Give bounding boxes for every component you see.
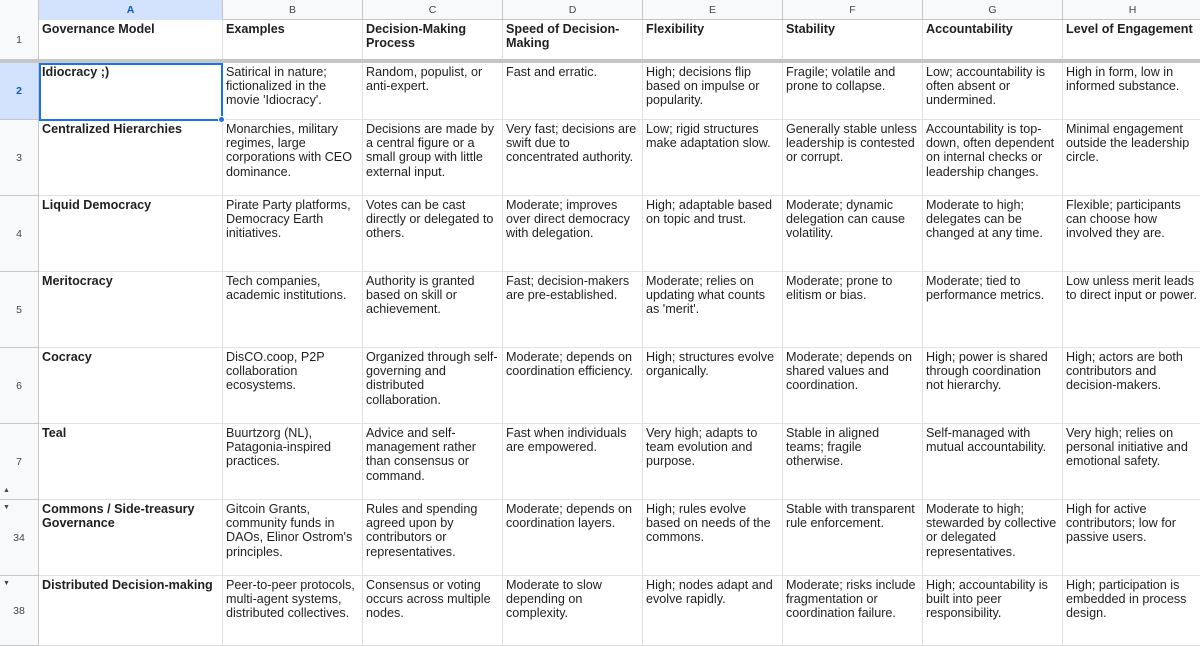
cell-process[interactable]: Advice and self-management rather than consensus or command. (363, 424, 503, 500)
cell-flexibility[interactable]: High; decisions flip based on impulse or popularity. (643, 63, 783, 120)
header-cell-flexibility[interactable]: Flexibility (643, 20, 783, 60)
cell-flexibility[interactable]: High; structures evolve organically. (643, 348, 783, 424)
cell-governance-model[interactable]: Cocracy (39, 348, 223, 424)
cell-examples[interactable]: Gitcoin Grants, community funds in DAOs, Elinor Ostrom's principles. (223, 500, 363, 576)
row-header[interactable]: 6 (0, 348, 39, 424)
cell-examples[interactable]: Tech companies, academic institutions. (223, 272, 363, 348)
row-header[interactable] (0, 500, 39, 576)
cell-stability[interactable]: Moderate; dynamic delegation can cause volatility. (783, 196, 923, 272)
cell-engagement[interactable]: High for active contributors; low for passive users. (1063, 500, 1200, 576)
column-header-bar (0, 0, 1200, 20)
cell-process[interactable]: Organized through self-governing and distributed collaboration. (363, 348, 503, 424)
cell-stability[interactable]: Generally stable unless leadership is contested or corrupt. (783, 120, 923, 196)
cell-examples[interactable]: Buurtzorg (NL), Patagonia-inspired practices. (223, 424, 363, 500)
cell-speed[interactable]: Very fast; decisions are swift due to concentrated authority. (503, 120, 643, 196)
cell-process[interactable]: Authority is granted based on skill or achievement. (363, 272, 503, 348)
expand-up-icon[interactable]: ▲ (3, 487, 10, 494)
cell-governance-model[interactable]: Liquid Democracy (39, 196, 223, 272)
cell-stability[interactable]: Moderate; prone to elitism or bias. (783, 272, 923, 348)
cell-accountability[interactable]: High; accountability is built into peer responsibility. (923, 576, 1063, 646)
expand-down-icon[interactable]: ▼ (3, 504, 10, 511)
table-row (0, 500, 1200, 576)
table-row (0, 196, 1200, 272)
cell-engagement[interactable]: Low unless merit leads to direct input or power. (1063, 272, 1200, 348)
cell-examples[interactable]: DisCO.coop, P2P collaboration ecosystems. (223, 348, 363, 424)
cell-flexibility[interactable]: High; nodes adapt and evolve rapidly. (643, 576, 783, 646)
header-cell-examples[interactable]: Examples (223, 20, 363, 60)
cell-speed[interactable]: Moderate; improves over direct democracy with delegation. (503, 196, 643, 272)
row-header[interactable] (0, 576, 39, 646)
cell-accountability[interactable]: Moderate; tied to performance metrics. (923, 272, 1063, 348)
select-all-corner[interactable] (0, 0, 39, 20)
header-cell-governance-model[interactable]: Governance Model (39, 20, 223, 60)
cell-speed[interactable]: Moderate; depends on coordination efficiency. (503, 348, 643, 424)
cell-stability[interactable]: Fragile; volatile and prone to collapse. (783, 63, 923, 120)
column-header-b[interactable]: B (223, 0, 363, 20)
cell-examples[interactable]: Satirical in nature; fictionalized in the movie 'Idiocracy'. (223, 63, 363, 120)
cell-engagement[interactable]: Very high; relies on personal initiative and emotional safety. (1063, 424, 1200, 500)
cell-accountability[interactable]: Moderate to high; stewarded by collective or delegated representatives. (923, 500, 1063, 576)
column-header-e[interactable]: E (643, 0, 783, 20)
cell-stability[interactable]: Moderate; depends on shared values and coordination. (783, 348, 923, 424)
cell-speed[interactable]: Fast; decision-makers are pre-established. (503, 272, 643, 348)
cell-speed[interactable]: Moderate to slow depending on complexity. (503, 576, 643, 646)
header-cell-engagement[interactable]: Level of Engagement (1063, 20, 1200, 60)
row-header[interactable]: 1 (0, 20, 39, 60)
cell-accountability[interactable]: Accountability is top-down, often dependent on internal checks or leadership changes. (923, 120, 1063, 196)
cell-stability[interactable]: Stable in aligned teams; fragile otherwise. (783, 424, 923, 500)
cell-flexibility[interactable]: High; adaptable based on topic and trust. (643, 196, 783, 272)
cell-flexibility[interactable]: Moderate; relies on updating what counts as 'merit'. (643, 272, 783, 348)
header-cell-accountability[interactable]: Accountability (923, 20, 1063, 60)
cell-process[interactable]: Votes can be cast directly or delegated to others. (363, 196, 503, 272)
header-cell-decision-making-process[interactable]: Decision-Making Process (363, 20, 503, 60)
row-number: 34 (13, 531, 25, 544)
row-header[interactable]: 3 (0, 120, 39, 196)
cell-flexibility[interactable]: Low; rigid structures make adaptation slow. (643, 120, 783, 196)
expand-down-icon[interactable]: ▼ (3, 580, 10, 587)
cell-speed[interactable]: Fast and erratic. (503, 63, 643, 120)
cell-stability[interactable]: Stable with transparent rule enforcement. (783, 500, 923, 576)
row-header[interactable]: 5 (0, 272, 39, 348)
cell-accountability[interactable]: Low; accountability is often absent or undermined. (923, 63, 1063, 120)
table-row (0, 348, 1200, 424)
cell-flexibility[interactable]: High; rules evolve based on needs of the commons. (643, 500, 783, 576)
column-header-f[interactable]: F (783, 0, 923, 20)
cell-engagement[interactable]: Flexible; participants can choose how involved they are. (1063, 196, 1200, 272)
cell-process[interactable]: Decisions are made by a central figure or a small group with little external input. (363, 120, 503, 196)
cell-process[interactable]: Random, populist, or anti-expert. (363, 63, 503, 120)
cell-governance-model[interactable]: Meritocracy (39, 272, 223, 348)
cell-examples[interactable]: Monarchies, military regimes, large corporations with CEO dominance. (223, 120, 363, 196)
column-header-d[interactable]: D (503, 0, 643, 20)
cell-governance-model[interactable]: Idiocracy ;) (39, 63, 223, 120)
cell-governance-model[interactable]: Centralized Hierarchies (39, 120, 223, 196)
frozen-row-divider[interactable] (0, 59, 1200, 63)
cell-accountability[interactable]: High; power is shared through coordination not hierarchy. (923, 348, 1063, 424)
column-header-g[interactable]: G (923, 0, 1063, 20)
cell-examples[interactable]: Pirate Party platforms, Democracy Earth initiatives. (223, 196, 363, 272)
table-row (0, 120, 1200, 196)
row-number: 38 (13, 604, 25, 617)
column-header-h[interactable]: H (1063, 0, 1200, 20)
cell-process[interactable]: Consensus or voting occurs across multiple nodes. (363, 576, 503, 646)
cell-engagement[interactable]: High; actors are both contributors and decision-makers. (1063, 348, 1200, 424)
table-row (0, 424, 1200, 500)
column-header-c[interactable]: C (363, 0, 503, 20)
cell-engagement[interactable]: High; participation is embedded in process design. (1063, 576, 1200, 646)
cell-governance-model[interactable]: Teal (39, 424, 223, 500)
table-row-header (0, 20, 1200, 60)
table-row (0, 272, 1200, 348)
row-header[interactable]: 2 (0, 63, 39, 120)
row-header[interactable]: 4 (0, 196, 39, 272)
cell-engagement[interactable]: Minimal engagement outside the leadership circle. (1063, 120, 1200, 196)
cell-speed[interactable]: Moderate; depends on coordination layers. (503, 500, 643, 576)
cell-governance-model[interactable]: Distributed Decision-making (39, 576, 223, 646)
row-number: 7 (16, 455, 22, 468)
cell-accountability[interactable]: Self-managed with mutual accountability. (923, 424, 1063, 500)
cell-examples[interactable]: Peer-to-peer protocols, multi-agent systems, distributed collectives. (223, 576, 363, 646)
cell-engagement[interactable]: High in form, low in informed substance. (1063, 63, 1200, 120)
cell-accountability[interactable]: Moderate to high; delegates can be changed at any time. (923, 196, 1063, 272)
row-header[interactable] (0, 424, 39, 500)
cell-stability[interactable]: Moderate; risks include fragmentation or coordination failure. (783, 576, 923, 646)
cell-governance-model[interactable]: Commons / Side-treasury Governance (39, 500, 223, 576)
cell-speed[interactable]: Fast when individuals are empowered. (503, 424, 643, 500)
cell-flexibility[interactable]: Very high; adapts to team evolution and purpose. (643, 424, 783, 500)
header-cell-stability[interactable]: Stability (783, 20, 923, 60)
header-cell-speed[interactable]: Speed of Decision-Making (503, 20, 643, 60)
cell-process[interactable]: Rules and spending agreed upon by contributors or representatives. (363, 500, 503, 576)
table-row (0, 63, 1200, 120)
column-header-a[interactable]: A (39, 0, 223, 20)
table-row (0, 576, 1200, 646)
